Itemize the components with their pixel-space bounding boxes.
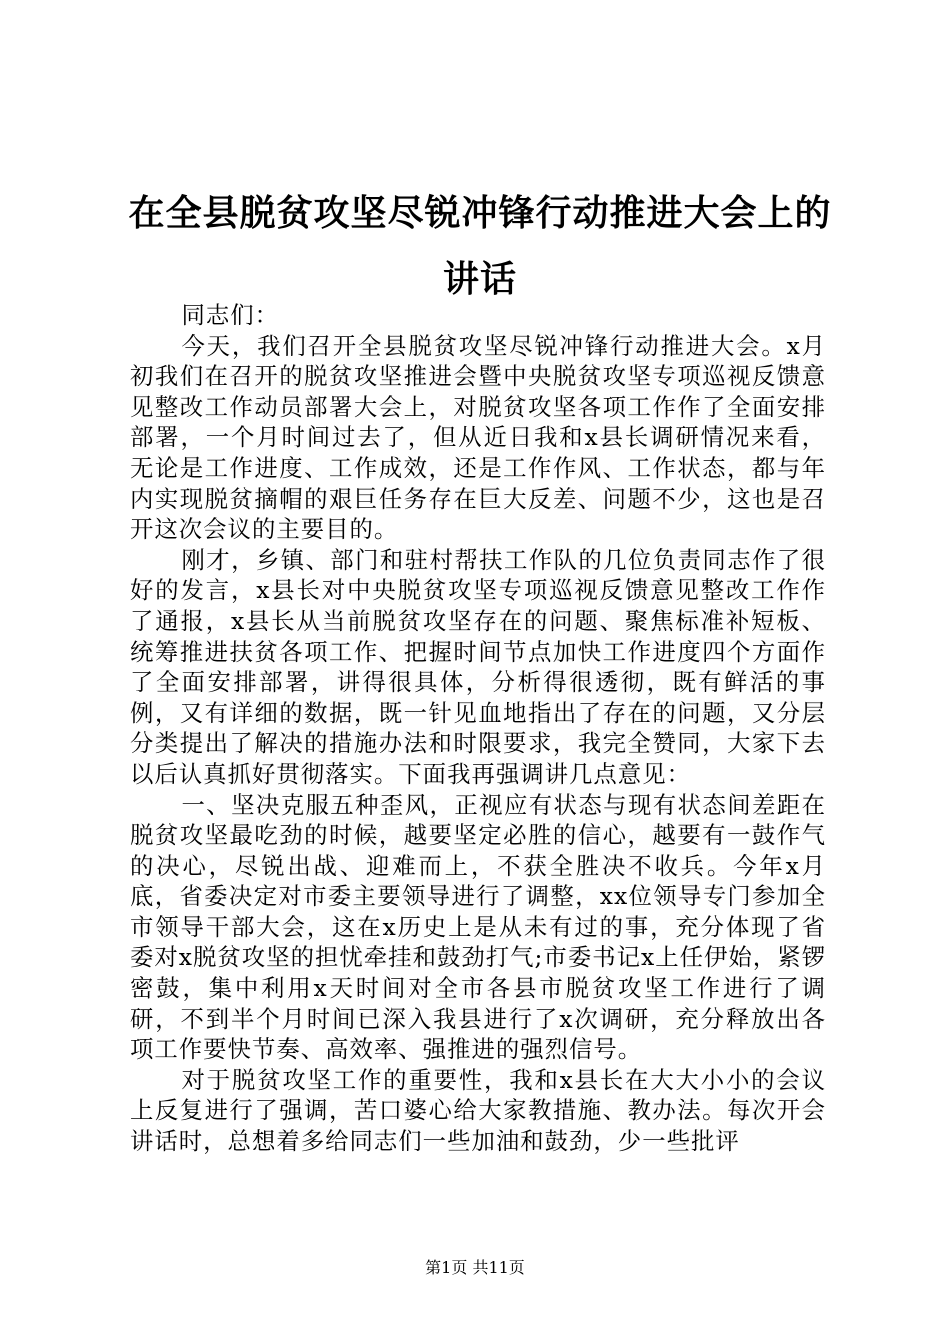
- document-body: [130, 300, 826, 1157]
- paragraph-2: 刚才，乡镇、部门和驻村帮扶工作队的几位负责同志作了很好的发言，x县长对中央脱贫攻坚专项巡视反馈意见整改工作作了通报，x县长从当前脱贫攻坚存在的问题、聚焦标准补短板、统筹推进扶贫各项工作、把握时间节点加快工作进度四个方面作了全面安排部署，讲得很具体，分析得很透彻，既有鲜活的事例，又有详细的数据，既一针见血地指出了存在的问题，又分层分类提出了解决的措施办法和时限要求，我完全赞同，大家下去以后认真抓好贯彻落实。下面我再强调讲几点意见：: [130, 545, 826, 788]
- paragraph-3: 一、坚决克服五种歪风，正视应有状态与现有状态间差距在脱贫攻坚最吃劲的时候，越要坚定必胜的信心，越要有一鼓作气的决心，尽锐出战、迎难而上，不获全胜决不收兵。今年x月底，省委决定对市委主要领导进行了调整，xx位领导专门参加全市领导干部大会，这在x历史上是从未有过的事，充分体现了省委对x脱贫攻坚的担忧牵挂和鼓劲打气;市委书记x上任伊始，紧锣密鼓，集中利用x天时间对全市各县市脱贫攻坚工作进行了调研，不到半个月时间已深入我县进行了x次调研，充分释放出各项工作要快节奏、高效率、强推进的强烈信号。: [130, 790, 826, 1064]
- paragraph-4: 对于脱贫攻坚工作的重要性，我和x县长在大大小小的会议上反复进行了强调，苦口婆心给大家教措施、教办法。每次开会讲话时，总想着多给同志们一些加油和鼓劲，少一些批评: [130, 1065, 826, 1156]
- page-footer: 第1页 共11页: [425, 1258, 525, 1277]
- greeting: 同志们：: [181, 301, 280, 329]
- paragraph-1: 今天，我们召开全县脱贫攻坚尽锐冲锋行动推进大会。x月初我们在召开的脱贫攻坚推进会暨中央脱贫攻坚专项巡视反馈意见整改工作动员部署大会上，对脱贫攻坚各项工作作了全面安排部署，一个月时间过去了，但从近日我和x县长调研情况来看，无论是工作进度、工作成效，还是工作作风、工作状态，都与年内实现脱贫摘帽的艰巨任务存在巨大反差、问题不少，这也是召开这次会议的主要目的。: [130, 331, 826, 544]
- document-title: 在全县脱贫攻坚尽锐冲锋行动推进大会上的讲话: [128, 192, 832, 300]
